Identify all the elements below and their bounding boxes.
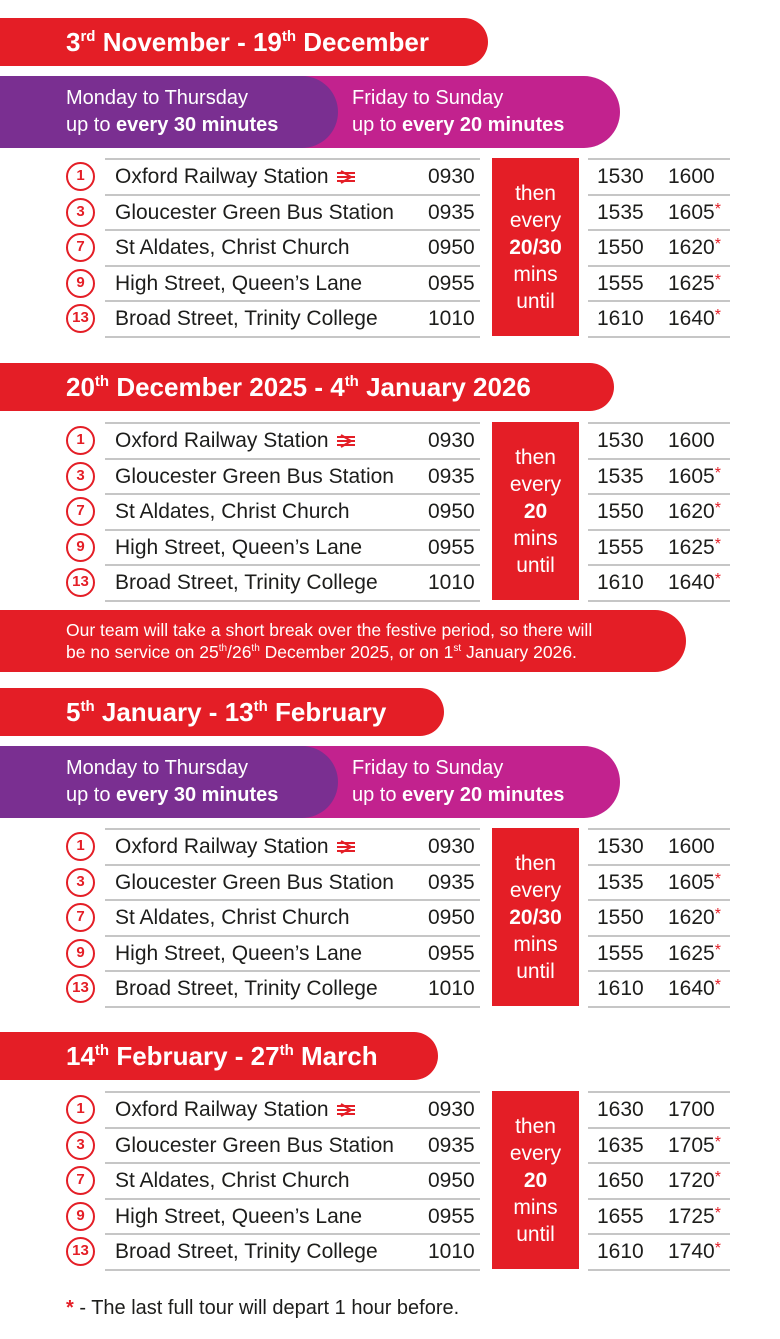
last-departure: 1620* bbox=[668, 500, 721, 523]
last-departure: 1720* bbox=[668, 1169, 721, 1192]
last-departure: 1630 bbox=[597, 1098, 644, 1121]
stop-name: Oxford Railway Station bbox=[115, 165, 329, 188]
last-departure: 1550 bbox=[597, 236, 644, 259]
stop-name: High Street, Queen’s Lane bbox=[115, 272, 363, 295]
footnote bbox=[66, 1296, 459, 1320]
first-departure: 0930 bbox=[428, 1098, 475, 1121]
timetable-grid bbox=[0, 422, 780, 600]
stop-name: St Aldates, Christ Church bbox=[115, 1169, 350, 1192]
stop-number-badge: 3 bbox=[66, 1131, 95, 1160]
last-tour-asterisk: * bbox=[714, 272, 721, 289]
last-departure: 1640* bbox=[668, 571, 721, 594]
national-rail-icon bbox=[335, 840, 357, 854]
stop-number-badge: 13 bbox=[66, 568, 95, 597]
last-departure: 1605* bbox=[668, 465, 721, 488]
last-departure: 1635 bbox=[597, 1134, 644, 1157]
stop-row bbox=[0, 1199, 780, 1234]
stop-row bbox=[0, 1128, 780, 1163]
national-rail-icon bbox=[335, 1103, 357, 1117]
stop-number-badge: 9 bbox=[66, 1202, 95, 1231]
first-departure: 0950 bbox=[428, 500, 475, 523]
last-tour-asterisk: * bbox=[714, 536, 721, 553]
last-tour-asterisk: * bbox=[714, 201, 721, 218]
first-departure: 1010 bbox=[428, 977, 475, 1000]
last-tour-asterisk: * bbox=[714, 1240, 721, 1257]
date-range-banner: 5th January - 13th February bbox=[0, 688, 444, 736]
timetable-grid bbox=[0, 1091, 780, 1269]
timetable-grid bbox=[0, 828, 780, 1006]
frequency-box: then every 20 mins until bbox=[492, 422, 579, 600]
stop-number-badge: 9 bbox=[66, 939, 95, 968]
national-rail-icon bbox=[335, 434, 357, 448]
last-departure: 1555 bbox=[597, 942, 644, 965]
last-departure: 1610 bbox=[597, 307, 644, 330]
date-range-banner: 3rd November - 19th December bbox=[0, 18, 488, 66]
stop-number-badge: 1 bbox=[66, 426, 95, 455]
stop-number-badge: 9 bbox=[66, 533, 95, 562]
last-departure: 1625* bbox=[668, 942, 721, 965]
stop-row bbox=[0, 936, 780, 971]
first-departure: 1010 bbox=[428, 1240, 475, 1263]
stop-row bbox=[0, 195, 780, 230]
last-departure: 1555 bbox=[597, 536, 644, 559]
last-departure: 1555 bbox=[597, 272, 644, 295]
last-departure: 1620* bbox=[668, 236, 721, 259]
weekend-frequency: Friday to Sunday up to every 20 minutes bbox=[352, 87, 565, 136]
last-tour-asterisk: * bbox=[714, 236, 721, 253]
stop-name: Oxford Railway Station bbox=[115, 835, 329, 858]
stop-row bbox=[0, 971, 780, 1006]
stop-row bbox=[0, 459, 780, 494]
stop-row bbox=[0, 900, 780, 935]
last-departure: 1600 bbox=[668, 429, 715, 452]
frequency-box: then every 20/30 mins until bbox=[492, 158, 579, 336]
stop-number-badge: 3 bbox=[66, 198, 95, 227]
row-divider bbox=[588, 1269, 730, 1271]
stop-row bbox=[0, 829, 780, 864]
footnote-text: - The last full tour will depart 1 hour before. bbox=[73, 1297, 460, 1319]
stop-number-badge: 7 bbox=[66, 233, 95, 262]
footnote-asterisk: * bbox=[66, 1297, 74, 1319]
stop-name: St Aldates, Christ Church bbox=[115, 500, 350, 523]
row-divider bbox=[588, 1006, 730, 1008]
stop-row bbox=[0, 530, 780, 565]
last-departure: 1535 bbox=[597, 201, 644, 224]
stop-name: High Street, Queen’s Lane bbox=[115, 536, 363, 559]
stop-row bbox=[0, 865, 780, 900]
stop-name: Oxford Railway Station bbox=[115, 429, 329, 452]
stop-name: Gloucester Green Bus Station bbox=[115, 871, 394, 894]
first-departure: 0950 bbox=[428, 906, 475, 929]
stop-row bbox=[0, 1234, 780, 1269]
interval-minutes: 20/30 bbox=[509, 906, 562, 929]
last-departure: 1705* bbox=[668, 1134, 721, 1157]
row-divider bbox=[588, 336, 730, 338]
stop-number-badge: 1 bbox=[66, 832, 95, 861]
last-departure: 1600 bbox=[668, 165, 715, 188]
stop-name: Gloucester Green Bus Station bbox=[115, 1134, 394, 1157]
last-departure: 1640* bbox=[668, 977, 721, 1000]
last-departure: 1535 bbox=[597, 871, 644, 894]
last-departure: 1610 bbox=[597, 1240, 644, 1263]
last-departure: 1605* bbox=[668, 871, 721, 894]
date-range-banner: 20th December 2025 - 4th January 2026 bbox=[0, 363, 614, 411]
stop-row bbox=[0, 230, 780, 265]
first-departure: 0955 bbox=[428, 942, 475, 965]
first-departure: 0955 bbox=[428, 536, 475, 559]
row-divider bbox=[105, 1269, 480, 1271]
last-tour-asterisk: * bbox=[714, 571, 721, 588]
first-departure: 0930 bbox=[428, 429, 475, 452]
stop-row bbox=[0, 423, 780, 458]
stop-name: High Street, Queen’s Lane bbox=[115, 942, 363, 965]
row-divider bbox=[588, 600, 730, 602]
frequency-bar bbox=[0, 76, 620, 148]
stop-name: Broad Street, Trinity College bbox=[115, 977, 378, 1000]
last-departure: 1620* bbox=[668, 906, 721, 929]
row-divider bbox=[105, 336, 480, 338]
stop-name: Broad Street, Trinity College bbox=[115, 307, 378, 330]
first-departure: 0935 bbox=[428, 201, 475, 224]
last-departure: 1530 bbox=[597, 429, 644, 452]
last-departure: 1640* bbox=[668, 307, 721, 330]
stop-row bbox=[0, 565, 780, 600]
stop-row bbox=[0, 1092, 780, 1127]
first-departure: 0935 bbox=[428, 1134, 475, 1157]
weekend-frequency: Friday to Sunday up to every 20 minutes bbox=[352, 757, 565, 806]
stop-name: Broad Street, Trinity College bbox=[115, 571, 378, 594]
stop-row bbox=[0, 494, 780, 529]
first-departure: 0930 bbox=[428, 835, 475, 858]
last-tour-asterisk: * bbox=[714, 1205, 721, 1222]
stop-row bbox=[0, 266, 780, 301]
interval-minutes: 20/30 bbox=[509, 236, 562, 259]
first-departure: 1010 bbox=[428, 571, 475, 594]
first-departure: 0935 bbox=[428, 871, 475, 894]
last-departure: 1740* bbox=[668, 1240, 721, 1263]
last-tour-asterisk: * bbox=[714, 307, 721, 324]
last-departure: 1605* bbox=[668, 201, 721, 224]
last-tour-asterisk: * bbox=[714, 977, 721, 994]
stop-name: St Aldates, Christ Church bbox=[115, 236, 350, 259]
last-departure: 1725* bbox=[668, 1205, 721, 1228]
stop-number-badge: 1 bbox=[66, 162, 95, 191]
last-departure: 1550 bbox=[597, 906, 644, 929]
stop-number-badge: 13 bbox=[66, 304, 95, 333]
stop-name: Gloucester Green Bus Station bbox=[115, 201, 394, 224]
weekday-frequency: Monday to Thursday up to every 30 minutes bbox=[66, 87, 279, 136]
last-tour-asterisk: * bbox=[714, 1134, 721, 1151]
interval-minutes: 20 bbox=[523, 1169, 548, 1192]
last-departure: 1700 bbox=[668, 1098, 715, 1121]
frequency-bar bbox=[0, 746, 620, 818]
last-departure: 1530 bbox=[597, 835, 644, 858]
first-departure: 0950 bbox=[428, 236, 475, 259]
festive-closure-notice: Our team will take a short break over the festive period, so there will be no service on 25th/26th December 2025, or on 1st January 2026. bbox=[0, 610, 686, 672]
stop-name: Gloucester Green Bus Station bbox=[115, 465, 394, 488]
last-departure: 1610 bbox=[597, 571, 644, 594]
weekday-frequency: Monday to Thursday up to every 30 minutes bbox=[66, 757, 279, 806]
last-tour-asterisk: * bbox=[714, 871, 721, 888]
stop-number-badge: 3 bbox=[66, 868, 95, 897]
last-departure: 1610 bbox=[597, 977, 644, 1000]
stop-number-badge: 9 bbox=[66, 269, 95, 298]
stop-number-badge: 13 bbox=[66, 974, 95, 1003]
last-departure: 1650 bbox=[597, 1169, 644, 1192]
stop-number-badge: 1 bbox=[66, 1095, 95, 1124]
stop-number-badge: 7 bbox=[66, 497, 95, 526]
last-departure: 1600 bbox=[668, 835, 715, 858]
stop-number-badge: 7 bbox=[66, 1166, 95, 1195]
stop-name: Broad Street, Trinity College bbox=[115, 1240, 378, 1263]
date-range-banner: 14th February - 27th March bbox=[0, 1032, 438, 1080]
last-tour-asterisk: * bbox=[714, 1169, 721, 1186]
first-departure: 0950 bbox=[428, 1169, 475, 1192]
stop-name: Oxford Railway Station bbox=[115, 1098, 329, 1121]
first-departure: 0930 bbox=[428, 165, 475, 188]
last-departure: 1530 bbox=[597, 165, 644, 188]
row-divider bbox=[105, 1006, 480, 1008]
last-departure: 1535 bbox=[597, 465, 644, 488]
stop-number-badge: 13 bbox=[66, 1237, 95, 1266]
stop-row bbox=[0, 301, 780, 336]
first-departure: 1010 bbox=[428, 307, 475, 330]
last-departure: 1625* bbox=[668, 272, 721, 295]
last-tour-asterisk: * bbox=[714, 465, 721, 482]
frequency-box: then every 20/30 mins until bbox=[492, 828, 579, 1006]
stop-name: St Aldates, Christ Church bbox=[115, 906, 350, 929]
frequency-box: then every 20 mins until bbox=[492, 1091, 579, 1269]
timetable-grid bbox=[0, 158, 780, 336]
stop-row bbox=[0, 159, 780, 194]
first-departure: 0955 bbox=[428, 272, 475, 295]
stop-row bbox=[0, 1163, 780, 1198]
last-departure: 1625* bbox=[668, 536, 721, 559]
last-tour-asterisk: * bbox=[714, 906, 721, 923]
national-rail-icon bbox=[335, 170, 357, 184]
row-divider bbox=[105, 600, 480, 602]
last-tour-asterisk: * bbox=[714, 500, 721, 517]
first-departure: 0935 bbox=[428, 465, 475, 488]
interval-minutes: 20 bbox=[523, 500, 548, 523]
first-departure: 0955 bbox=[428, 1205, 475, 1228]
last-departure: 1550 bbox=[597, 500, 644, 523]
stop-name: High Street, Queen’s Lane bbox=[115, 1205, 363, 1228]
stop-number-badge: 3 bbox=[66, 462, 95, 491]
last-departure: 1655 bbox=[597, 1205, 644, 1228]
last-tour-asterisk: * bbox=[714, 942, 721, 959]
stop-number-badge: 7 bbox=[66, 903, 95, 932]
